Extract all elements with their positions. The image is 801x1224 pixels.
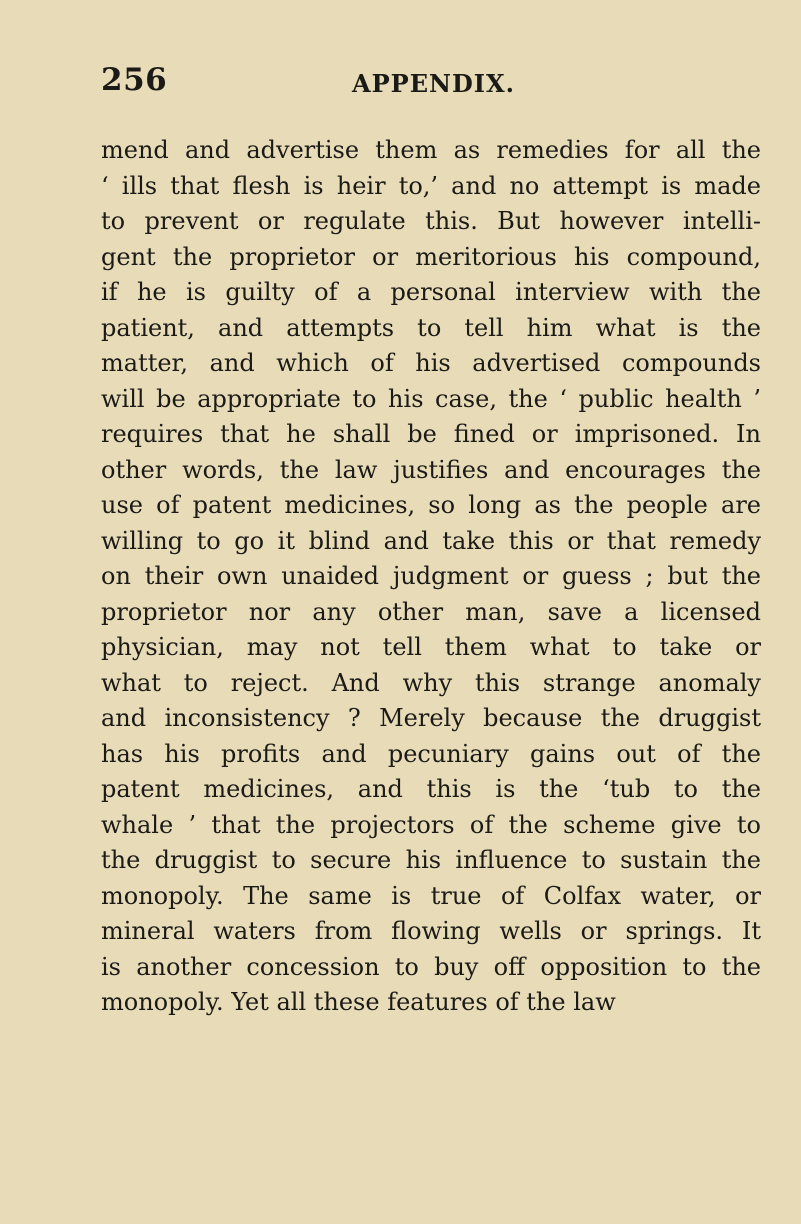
text-line: mend and advertise them as remedies for all the	[101, 136, 761, 164]
text-line: other words, the law justifies and encourages the	[101, 455, 761, 484]
text-line: matter, and which of his advertised compounds	[101, 349, 761, 377]
text-line: on their own unaided judgment or guess ; but the	[101, 562, 761, 590]
text-line: proprietor nor any other man, save a licensed	[101, 597, 761, 626]
text-line: ‘ ills that flesh is heir to,’ and no attempt is made	[101, 171, 761, 200]
text-line: to prevent or regulate this. But however intelli-	[101, 207, 761, 235]
text-line: use of patent medicines, so long as the people are	[101, 491, 761, 519]
text-line: gent the proprietor or meritorious his compound,	[101, 242, 761, 271]
text-line: will be appropriate to his case, the ‘ public health ’	[101, 384, 761, 413]
text-line: monopoly. Yet all these features of the law	[101, 988, 616, 1016]
text-line: what to reject. And why this strange anomaly	[101, 668, 761, 697]
body-text	[101, 133, 761, 1021]
text-line: physician, may not tell them what to take or	[101, 633, 761, 661]
text-line: patent medicines, and this is the ‘tub to the	[101, 775, 761, 803]
page-header	[101, 62, 761, 106]
text-line: monopoly. The same is true of Colfax water, or	[101, 881, 761, 910]
text-line: and inconsistency ? Merely because the druggist	[101, 704, 761, 732]
text-line: has his profits and pecuniary gains out of the	[101, 739, 761, 768]
text-line: whale ’ that the projectors of the scheme give to	[101, 810, 761, 839]
page-number: 256	[101, 62, 168, 98]
text-line: requires that he shall be fined or imprisoned. In	[101, 420, 761, 448]
running-head: APPENDIX.	[352, 69, 515, 98]
text-line: mineral waters from flowing wells or springs. It	[101, 917, 761, 945]
text-line: willing to go it blind and take this or that remedy	[101, 526, 761, 555]
text-line: patient, and attempts to tell him what is the	[101, 313, 761, 342]
text-line: is another concession to buy off opposition to the	[101, 952, 761, 981]
text-line: if he is guilty of a personal interview with the	[101, 278, 761, 306]
text-line: the druggist to secure his influence to sustain the	[101, 846, 761, 874]
